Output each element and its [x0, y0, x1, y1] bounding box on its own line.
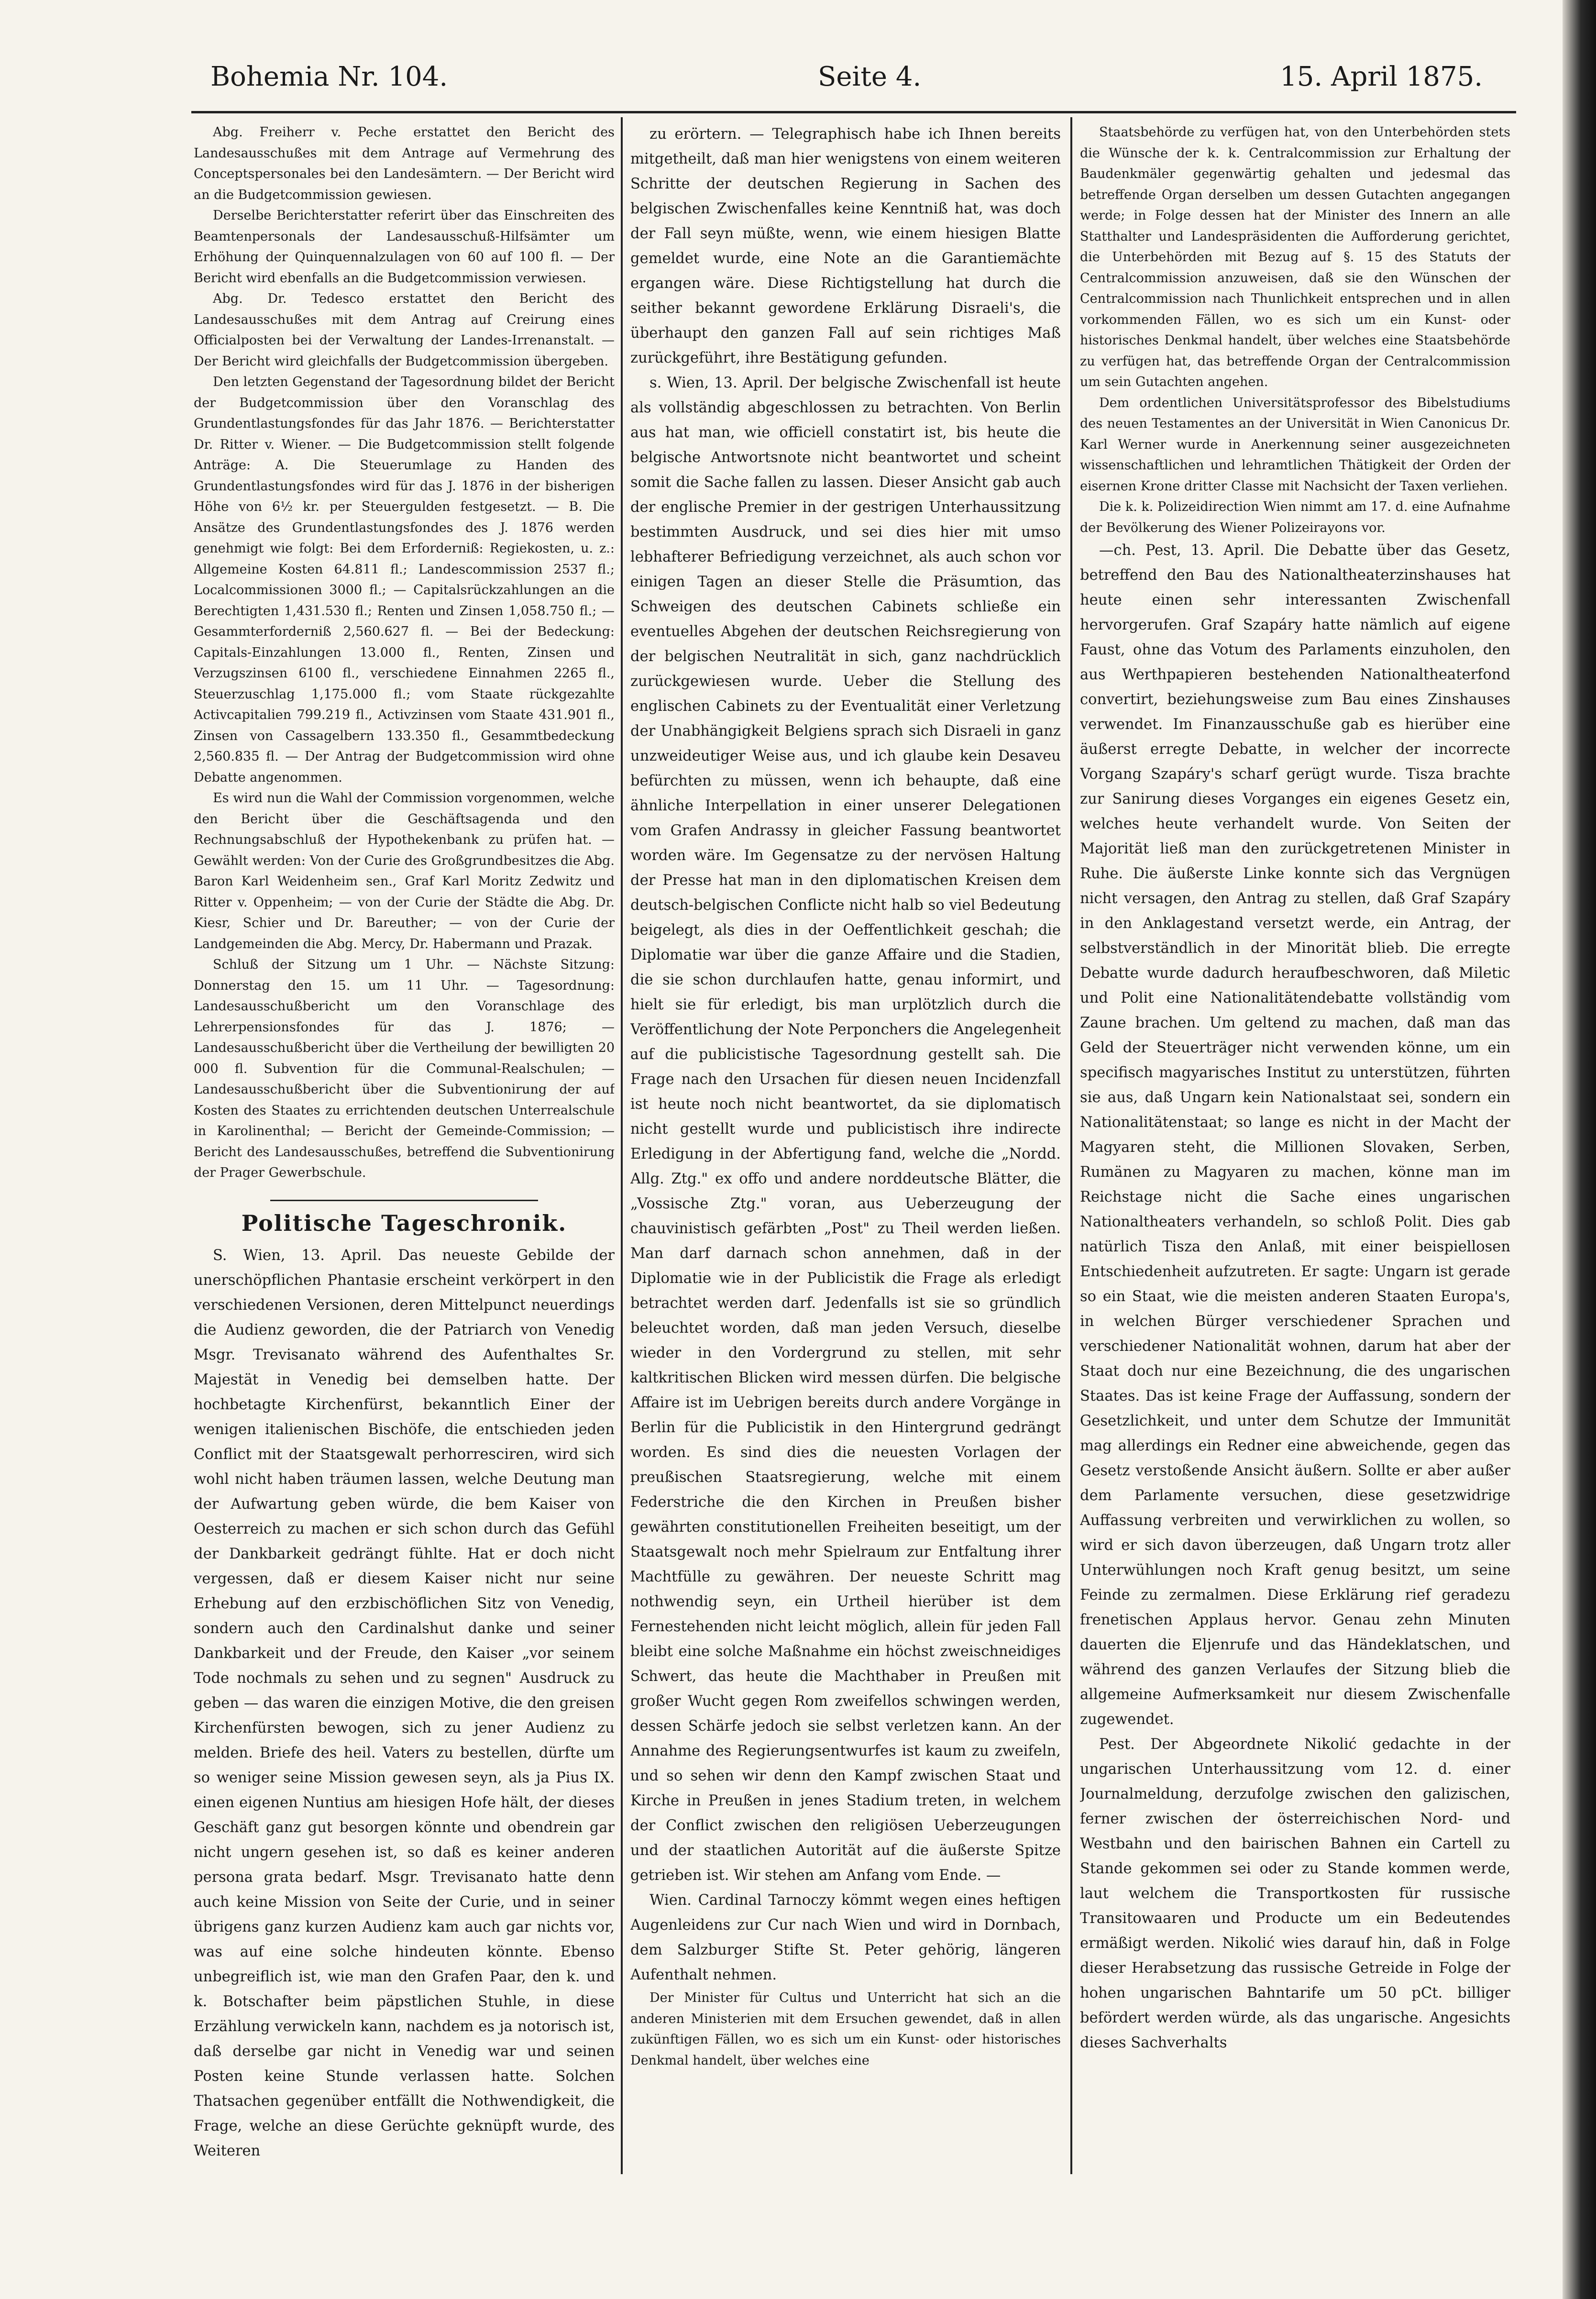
header-rule	[191, 111, 1516, 113]
column-divider-1	[621, 117, 623, 2174]
paragraph: S. Wien, 13. April. Das neueste Gebilde der unerschöpflichen Phantasie erscheint verkörpert in den verschiedenen Versionen, deren Mittelpunct neuerdings die Audienz geworden, die der Patriarch von Venedig Msgr. Trevisanato während des Aufenthaltes Sr. Majestät in Venedig bei demselben hatte. Der hochbetagte Kirchenfürst, bekanntlich Einer der wenigen italienischen Bischöfe, die entschieden jeden Conflict mit der Staatsgewalt perhorresciren, wird sich wohl nicht haben träumen lassen, welche Deutung man der Aufwartung geben würde, die bem Kaiser von Oesterreich zu machen er sich schon durch das Gefühl der Dankbarkeit gedrängt fühlte. Hat er doch nicht vergessen, daß er diesem Kaiser nicht nur seine Erhebung auf den erzbischöflichen Sitz von Venedig, sondern auch den Cardinalshut danke und seiner Dankbarkeit und der Freude, den Kaiser „vor seinem Tode nochmals zu sehen und zu segnen" Ausdruck zu geben — das waren die einzigen Motive, die den greisen Kirchenfürsten bewogen, sich zu jener Audienz zu melden. Briefe des heil. Vaters zu bestellen, dürfte um so weniger seine Mission gewesen seyn, als ja Pius IX. einen eigenen Nuntius am hiesigen Hofe hält, der dieses Geschäft ganz gut besorgen könnte und obendrein gar nicht ungern gesehen ist, so daß es keiner anderen persona grata bedarf. Msgr. Trevisanato hatte denn auch keine Mission von Seite der Curie, und in seiner übrigens ganz kurzen Audienz kam auch gar nichts vor, was auf eine solche hindeuten könnte. Ebenso unbegreiflich ist, wie man den Grafen Paar, den k. und k. Botschafter beim päpstlichen Stuhle, in diese Erzählung verwickeln kann, nachdem es ja notorisch ist, daß derselbe gar nicht in Venedig war und seinen Posten keine Stunde verlassen hatte. Solchen Thatsachen gegenüber entfällt die Nothwendigkeit, die Frage, welche an diese Gerüchte geknüpft wurde, des Weiteren	[194, 1247, 615, 2159]
masthead-issue: Bohemia Nr. 104.	[210, 61, 448, 92]
column-1	[194, 122, 615, 2179]
paragraph: Den letzten Gegenstand der Tagesordnung bildet der Bericht der Budgetcommission über den Voranschlag des Grundentlastungsfondes für das Jahr 1876. — Berichterstatter Dr. Ritter v. Wiener. — Die Budgetcommission stellt folgende Anträge: A. Die Steuerumlage zu Handen des Grundentlastungsfondes wird für das J. 1876 in der bisherigen Höhe von 6½ kr. per Steuergulden festgesetzt. — B. Die Ansätze des Grundentlastungsfondes des J. 1876 werden genehmigt wie folgt: Bei dem Erforderniß: Regiekosten, u. z.: Allgemeine Kosten 64.811 fl.; Landescommission 2537 fl.; Localcommissionen 3000 fl.; — Capitalsrückzahlungen an die Berechtigten 1,431.530 fl.; Renten und Zinsen 1,058.750 fl.; — Gesammterforderniß 2,560.627 fl. — Bei der Bedeckung: Capitals-Einzahlungen 13.000 fl., Renten, Zinsen und Verzugszinsen 6100 fl., verschiedene Einnahmen 2265 fl., Steuerzuschlag 1,175.000 fl.; vom Staate rückgezahlte Activcapitalien 799.219 fl., Activzinsen vom Staate 431.901 fl., Zinsen von Cassagelbern 133.350 fl., Gesammtbedeckung 2,560.835 fl. — Der Antrag der Budgetcommission wird ohne Debatte angenommen.	[194, 375, 615, 785]
paragraph: Der Minister für Cultus und Unterricht hat sich an die anderen Ministerien mit dem Ersuchen gewendet, daß in allen zukünftigen Fällen, wo es sich um ein Kunst- oder historisches Denkmal handelt, über welches eine	[630, 1990, 1061, 2068]
column-2	[630, 122, 1061, 2179]
page-number: Seite 4.	[818, 61, 922, 92]
paragraph: Dem ordentlichen Universitätsprofessor des Bibelstudiums des neuen Testamentes an der Universität in Wien Canonicus Dr. Karl Werner wurde in Anerkennung seiner ausgezeichneten wissenschaftlichen und lehramtlichen Thätigkeit der Orden der eisernen Krone dritter Classe mit Nachsicht der Taxen verliehen.	[1080, 395, 1510, 494]
paragraph: zu erörtern. — Telegraphisch habe ich Ihnen bereits mitgetheilt, daß man hier wenigstens von einem weiteren Schritte der deutschen Regierung in Sachen des belgischen Zwischenfalles keine Kenntniß hat, was doch der Fall seyn müßte, wenn, wie einem hiesigen Blatte gemeldet wurde, eine Note an die Garantiemächte ergangen wäre. Diese Richtigstellung hat durch die seither bekannt gewordene Erklärung Disraeli's, die überhaupt den ganzen Fall auf sein richtiges Maß zurückgeführt, ihre Bestätigung gefunden.	[630, 126, 1061, 366]
paragraph: —ch. Pest, 13. April. Die Debatte über das Gesetz, betreffend den Bau des Nationaltheaterzinshauses hat heute einen sehr interessanten Zwischenfall hervorgerufen. Graf Szapáry hatte nämlich auf eigene Faust, ohne das Votum des Parlaments einzuholen, den aus Werthpapieren bestehenden Nationaltheaterfond convertirt, beziehungsweise zum Bau eines Zinshauses verwendet. Im Finanzausschuße gab es hierüber eine äußerst erregte Debatte, in welcher der incorrecte Vorgang Szapáry's scharf gerügt wurde. Tisza brachte zur Sanirung dieses Vorganges ein eigenes Gesetz ein, welches heute verhandelt wurde. Von Seiten der Majorität ließ man den zurückgetretenen Minister in Ruhe. Die äußerste Linke konnte sich das Vergnügen nicht versagen, den Antrag zu stellen, daß Graf Szapáry in den Anklagestand versetzt werde, ein Antrag, der selbstverständlich in der Minorität blieb. Die erregte Debatte wurde dadurch heraufbeschworen, daß Miletic und Polit eine Nationalitätendebatte vollständig vom Zaune brachen. Um geltend zu machen, daß man das Geld der Steuerträger nicht verwenden könne, um ein specifisch magyarisches Institut zu unterstützen, führten sie aus, daß Ungarn kein Nationalstaat sei, sondern ein Nationalitätenstaat; so lange es nicht in der Macht der Magyaren steht, die Millionen Slovaken, Serben, Rumänen zu Magyaren zu machen, könne man im Reichstage nicht die Sache eines ungarischen Nationaltheaters verhandeln, so schloß Polit. Dies gab natürlich Tisza den Anlaß, mit einer beispiellosen Entschiedenheit aufzutreten. Er sagte: Ungarn ist gerade so ein Staat, wie die meisten anderen Staaten Europa's, in welchen Bürger verschiedener Sprachen und verschiedener Nationalität wohnen, darum hat aber der Staat doch nur eine Bezeichnung, die des ungarischen Staates. Das ist keine Frage der Auffassung, sondern der Gesetzlichkeit, und unter dem Schutze der Immunität mag allerdings ein Redner eine abweichende, gegen das Gesetz verstoßende Ansicht äußern. Sollte er aber außer dem Parlamente versuchen, diese gesetzwidrige Auffassung verbreiten und verwirklichen zu wollen, so wird er sich davon überzeugen, daß Ungarn trotz aller Unterwühlungen noch Kraft genug besitzt, um seine Feinde zu zermalmen. Diese Erklärung rief geradezu frenetischen Applaus hervor. Genau zehn Minuten dauerten die Eljenrufe und das Händeklatschen, und während des ganzen Verlaufes der Sitzung blieb die allgemeine Aufmerksamkeit nur diesem Zwischenfalle zugewendet.	[1080, 542, 1510, 1728]
paragraph: Pest. Der Abgeordnete Nikolić gedachte in der ungarischen Unterhaussitzung vom 12. d. einer Journalmeldung, derzufolge zwischen den galizischen, ferner zwischen der österreichischen Nord- und Westbahn und den bairischen Bahnen ein Cartell zu Stande gekommen sei oder zu Stande kommen werde, laut welchem die Transportkosten für russische Transitowaaren und Producte um ein Bedeutendes ermäßigt werden. Nikolić wies darauf hin, daß in Folge dieser Herabsetzung das russische Getreide in Folge der hohen ungarischen Bahntarife um 50 pCt. billiger befördert werden würde, als das ungarische. Angesichts dieses Sachverhalts	[1080, 1736, 1510, 2051]
column-3	[1080, 122, 1510, 2179]
paragraph: s. Wien, 13. April. Der belgische Zwischenfall ist heute als vollständig abgeschlossen zu betrachten. Von Berlin aus hat man, wie officiell constatirt ist, bis heute die belgische Antwortsnote nicht beantwortet und scheint somit die Sache fallen zu lassen. Dieser Ansicht gab auch der englische Premier in der gestrigen Unterhaussitzung bestimmten Ausdruck, und sei dies hier mit umso lebhafterer Befriedigung verzeichnet, als auch schon vor einigen Tagen an dieser Stelle die Präsumtion, das Schweigen des deutschen Cabinets schließe ein eventuelles Abgehen der deutschen Reichsregierung von der belgischen Neutralität in sich, ganz nachdrücklich zurückgewiesen wurde. Ueber die Stellung des englischen Cabinets zu der Eventualität einer Verletzung der Unabhängigkeit Belgiens sprach sich Disraeli in ganz unzweideutiger Weise aus, und ich glaube kein Desaveu befürchten zu müssen, wenn ich behaupte, daß eine ähnliche Interpellation in einer unserer Delegationen vom Grafen Andrassy in gleicher Fassung beantwortet worden wäre. Im Gegensatze zu der nervösen Haltung der Presse hat man in den diplomatischen Kreisen dem deutsch-belgischen Conflicte nicht halb so viel Bedeutung beigelegt, als dies in der Oeffentlichkeit geschah; die Diplomatie war über die ganze Affaire und die Stadien, die sie schon durchlaufen hatte, genau informirt, und hielt sie für erledigt, bis man urplötzlich durch die Veröffentlichung der Note Perponchers die Angelegenheit auf die publicistische Tagesordnung gestellt sah. Die Frage nach den Ursachen für diesen neuen Incidenzfall ist heute noch nicht beantwortet, da sie diplomatisch nicht gestellt wurde und publicistisch ihre indirecte Erledigung in der Abfertigung fand, welche die „Nordd. Allg. Ztg." ex offo und andere norddeutsche Blätter, die „Vossische Ztg." voran, aus Ueberzeugung der chauvinistisch gefärbten „Post" zu Theil werden ließen. Man darf darnach schon annehmen, daß in der Diplomatie wie in der Publicistik die Frage als erledigt betrachtet werden darf. Jedenfalls ist sie so gründlich beleuchtet worden, daß man jeden Versuch, dieselbe wieder in den Vordergrund zu stellen, mit sehr kaltkritischen Blicken wird messen dürfen. Die belgische Affaire ist im Uebrigen bereits durch andere Vorgänge in Berlin für die Publicistik in den Hintergrund gedrängt worden. Es sind dies die neuesten Vorlagen der preußischen Staatsregierung, welche mit einem Federstriche die den Kirchen in Preußen bisher gewährten constitutionellen Freiheiten beseitigt, um der Staatsgewalt noch mehr Spielraum zur Entfaltung ihrer Machtfülle zu gewähren. Der neueste Schritt mag nothwendig seyn, ein Urtheil hierüber ist dem Fernestehenden nicht leicht möglich, allein für jeden Fall bleibt eine solche Maßnahme ein höchst zweischneidiges Schwert, das heute die Machthaber in Preußen mit großer Wucht gegen Rom zweifellos schwingen werden, dessen Schärfe jedoch sie selbst verletzen kann. An der Annahme des Regierungsentwurfes ist kaum zu zweifeln, und so sehen wir denn den Kampf zwischen Staat und Kirche in Preußen in jenes Stadium treten, in welchem der Conflict zwischen den religiösen Ueberzeugungen und der staatlichen Autorität auf die äußerste Spitze getrieben ist. Wir stehen am Anfang vom Ende. —	[630, 375, 1061, 1884]
scan-edge	[1563, 0, 1596, 2299]
paragraph: Wien. Cardinal Tarnoczy kömmt wegen eines heftigen Augenleidens zur Cur nach Wien und wird in Dornbach, dem Salzburger Stifte St. Peter gehörig, längeren Aufenthalt nehmen.	[630, 1892, 1061, 1983]
paragraph: Abg. Dr. Tedesco erstattet den Bericht des Landesausschußes mit dem Antrag auf Creirung eines Officialposten bei der Verwaltung der Landes-Irrenanstalt. — Der Bericht wird gleichfalls der Budgetcommission übergeben.	[194, 291, 615, 369]
page-header	[210, 56, 1483, 109]
issue-date: 15. April 1875.	[1280, 61, 1483, 92]
paragraph: Staatsbehörde zu verfügen hat, von den Unterbehörden stets die Wünsche der k. k. Centralcommission zur Erhaltung der Baudenkmäler gegenwärtig gehalten und jedesmal das betreffende Organ derselben um dessen Gutachten angegangen werde; in Folge dessen hat der Minister des Innern an alle Statthalter und Landespräsidenten die Aufforderung gerichtet, die Unterbehörden mit Bezug auf §. 15 des Statuts der Centralcommission anzuweisen, daß sie den Wünschen der Centralcommission nach Thunlichkeit entsprechen und in allen vorkommenden Fällen, wo es sich um ein Kunst- oder historisches Denkmal handelt, über welches eine Staatsbehörde zu verfügen hat, das betreffende Organ der Centralcommission um sein Gutachten angehen.	[1080, 125, 1510, 389]
paragraph: Derselbe Berichterstatter referirt über das Einschreiten des Beamtenpersonals der Landesausschuß-Hilfsämter um Erhöhung der Quinquennalzulagen von 60 auf 100 fl. — Der Bericht wird ebenfalls an die Budgetcommission verwiesen.	[194, 208, 615, 286]
landtag-report	[194, 122, 615, 1183]
column-divider-2	[1070, 117, 1072, 2174]
section-title: Politische Tageschronik.	[241, 1210, 567, 1236]
paragraph: Abg. Freiherr v. Peche erstattet den Bericht des Landesausschußes mit dem Antrage auf Vermehrung des Conceptspersonales bei den Landesämtern. — Der Bericht wird an die Budgetcommission gewiesen.	[194, 125, 615, 202]
paragraph: Die k. k. Polizeidirection Wien nimmt am 17. d. eine Aufnahme der Bevölkerung des Wiener Polizeirayons vor.	[1080, 499, 1510, 535]
section-rule	[270, 1200, 538, 1201]
paragraph: Es wird nun die Wahl der Commission vorgenommen, welche den Bericht über die Geschäftsagenda und den Rechnungsabschluß der Hypothekenbank zu prüfen hat. — Gewählt werden: Von der Curie des Großgrundbesitzes die Abg. Baron Karl Weidenheim sen., Graf Karl Moritz Zedwitz und Ritter v. Oppenheim; — von der Curie der Städte die Abg. Dr. Kiesr, Schier und Dr. Bareuther; — von der Curie der Landgemeinden die Abg. Mercy, Dr. Habermann und Prazak.	[194, 791, 615, 951]
paragraph: Schluß der Sitzung um 1 Uhr. — Nächste Sitzung: Donnerstag den 15. um 11 Uhr. — Tagesordnung: Landesausschußbericht um den Voranschlage des Lehrerpensionsfondes für das J. 1876; — Landesausschußbericht über die Vertheilung der bewilligten 20 000 fl. Subvention für die Communal-Realschulen; — Landesausschußbericht über die Subventionirung der auf Kosten des Staates zu errichtenden deutschen Unterrealschule in Karolinenthal; — Bericht der Gemeinde-Commission; — Bericht des Landesausschußes, betreffend die Subventionirung der Prager Gewerbschule.	[194, 957, 615, 1180]
